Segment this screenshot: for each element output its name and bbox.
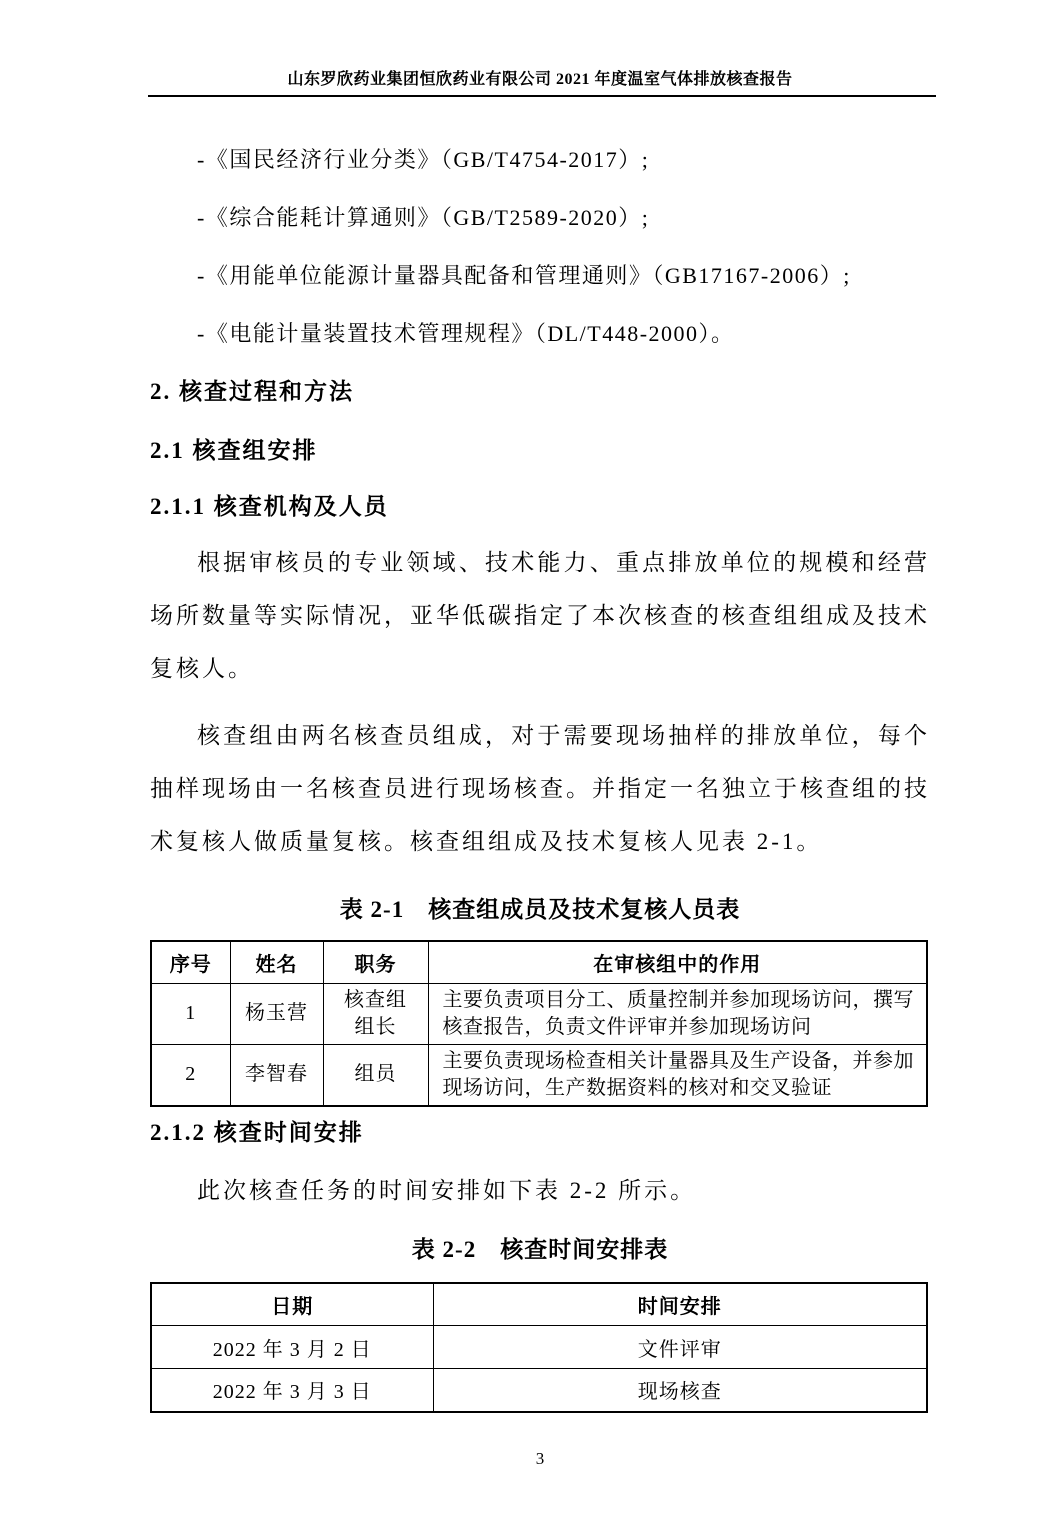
paragraph-team-basis: 根据审核员的专业领域、技术能力、重点排放单位的规模和经营场所数量等实际情况，亚华低碳指定了本次核查的核查组组成及技术复核人。 — [150, 550, 930, 681]
reference-item: -《电能计量装置技术管理规程》（DL/T448-2000）。 — [197, 321, 735, 346]
table-row — [151, 1326, 927, 1369]
cell-role: 核查组组长 — [323, 983, 428, 1044]
table-header-row — [151, 1283, 927, 1326]
cell-date: 2022 年 3 月 3 日 — [151, 1369, 433, 1412]
cell-name: 李智春 — [230, 1044, 323, 1106]
running-header-title: 山东罗欣药业集团恒欣药业有限公司 2021 年度温室气体排放核查报告 — [287, 71, 793, 88]
section-heading-2: 2. 核查过程和方法 — [150, 379, 354, 404]
cell-serial-number: 2 — [151, 1044, 230, 1106]
table-2-1-caption: 表 2-1 核查组成员及技术复核人员表 — [339, 897, 741, 922]
verification-team-table — [150, 940, 928, 1107]
th-serial-number: 序号 — [151, 941, 230, 983]
cell-name: 杨玉营 — [230, 983, 323, 1044]
th-name: 姓名 — [230, 941, 323, 983]
reference-list — [150, 145, 930, 349]
section-heading-2-1-1: 2.1.1 核查机构及人员 — [150, 494, 389, 519]
header-divider — [148, 95, 936, 97]
schedule-table — [150, 1282, 928, 1413]
table-row — [151, 1044, 927, 1106]
cell-duty: 主要负责现场检查相关计量器具及生产设备，并参加现场访问，生产数据资料的核对和交叉验证 — [428, 1044, 927, 1106]
section-heading-2-1: 2.1 核查组安排 — [150, 438, 318, 463]
th-arrangement: 时间安排 — [433, 1283, 927, 1326]
page-number: 3 — [535, 1448, 545, 1468]
paragraph-team-composition: 核查组由两名核查员组成，对于需要现场抽样的排放单位，每个抽样现场由一名核查员进行现场核查。并指定一名独立于核查组的技术复核人做质量复核。核查组组成及技术复核人见表 2-1。 — [150, 723, 930, 854]
cell-activity: 现场核查 — [433, 1369, 927, 1412]
table-row — [151, 983, 927, 1044]
th-duty: 在审核组中的作用 — [428, 941, 927, 983]
table-2-2-caption: 表 2-2 核查时间安排表 — [411, 1236, 669, 1262]
paragraph-schedule-intro: 此次核查任务的时间安排如下表 2-2 所示。 — [197, 1177, 697, 1203]
cell-date: 2022 年 3 月 2 日 — [151, 1326, 433, 1369]
reference-item: -《用能单位能源计量器具配备和管理通则》（GB17167-2006）; — [197, 263, 851, 288]
page-content — [150, 145, 930, 1470]
th-role: 职务 — [323, 941, 428, 983]
cell-serial-number: 1 — [151, 983, 230, 1044]
th-date: 日期 — [151, 1283, 433, 1326]
reference-item: -《综合能耗计算通则》（GB/T2589-2020）; — [197, 205, 650, 230]
reference-item: -《国民经济行业分类》（GB/T4754-2017）; — [197, 147, 650, 172]
section-heading-2-1-2: 2.1.2 核查时间安排 — [150, 1119, 364, 1145]
cell-role: 组员 — [323, 1044, 428, 1106]
cell-activity: 文件评审 — [433, 1326, 927, 1369]
table-header-row — [151, 941, 927, 983]
cell-duty: 主要负责项目分工、质量控制并参加现场访问，撰写核查报告，负责文件评审并参加现场访问 — [428, 983, 927, 1044]
table-row — [151, 1369, 927, 1412]
